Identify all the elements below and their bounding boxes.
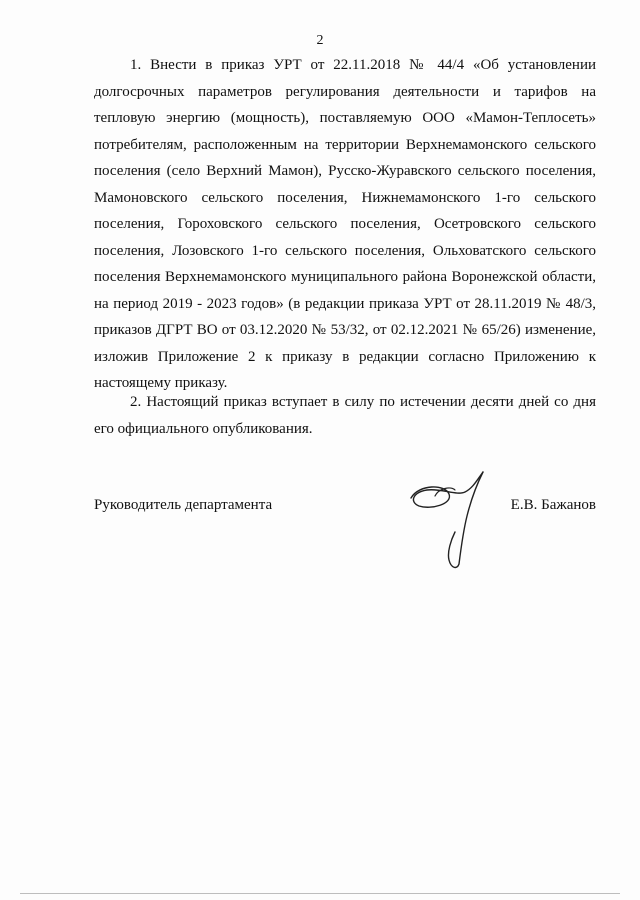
paragraph-2-line: его официального опубликования. [94, 420, 313, 437]
paragraph-1-line: поселения (село Верхний Мамон), Русско-Журавского сельского поселения, [94, 163, 596, 179]
paragraph-1-line: долгосрочных параметров регулирования деятельности и тарифов на [94, 83, 596, 100]
signatory-name: Е.В. Бажанов [510, 497, 596, 513]
paragraph-1-line: изложив Приложение 2 к приказу в редакции согласно Приложению к [94, 348, 596, 365]
handwritten-signature [405, 466, 505, 576]
signature-block [94, 493, 596, 523]
paragraph-1-line: 1. Внести в приказ УРТ от 22.11.2018 № 44/4 «Об установлении [130, 57, 596, 73]
page-number: 2 [316, 33, 324, 48]
signatory-title: Руководитель департамента [94, 497, 273, 513]
paragraph-1-line: поселения, Лозовского 1-го сельского поселения, Ольховатского сельского [94, 242, 596, 259]
paragraph-2 [94, 389, 596, 442]
paragraph-1-line: настоящему приказу. [94, 375, 228, 391]
paragraph-1-line: на период 2019 - 2023 годов» (в редакции приказа УРТ от 28.11.2019 № 48/3, [94, 295, 596, 312]
paragraph-1-line: приказов ДГРТ ВО от 03.12.2020 № 53/32, от 02.12.2021 № 65/26) изменение, [94, 322, 596, 338]
paragraph-1-line: потребителям, расположенным на территории Верхнемамонского сельского [94, 136, 596, 153]
paragraph-1-line: поселения, Гороховского сельского поселения, Осетровского сельского [94, 216, 596, 232]
paragraph-1 [94, 52, 596, 397]
scan-edge-line [20, 893, 620, 894]
paragraph-1-line: тепловую энергию (мощность), поставляемую ООО «Мамон-Теплосеть» [94, 110, 596, 126]
paragraph-1-line: поселения Верхнемамонского муниципального района Воронежской области, [94, 269, 596, 285]
paragraph-2-line: 2. Настоящий приказ вступает в силу по истечении десяти дней со дня [130, 394, 596, 410]
paragraph-1-line: Мамоновского сельского поселения, Нижнемамонского 1-го сельского [94, 189, 596, 206]
